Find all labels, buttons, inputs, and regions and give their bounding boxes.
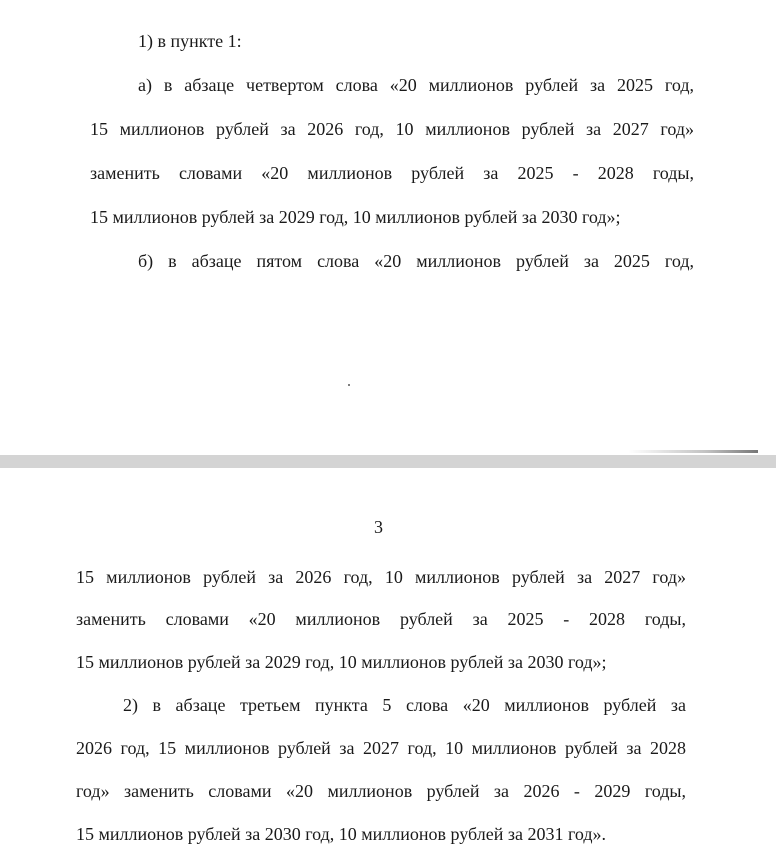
scan-speck [348, 384, 350, 386]
paragraph-subitem-a-line-3: заменить словами «20 миллионов рублей за 2025 - 2028 годы, [90, 163, 694, 183]
paragraph-item-2-line-1: 2) в абзаце третьем пункта 5 слова «20 миллионов рублей за [123, 695, 686, 715]
document-page-3 [0, 468, 776, 867]
paragraph-subitem-b-line-3: заменить словами «20 миллионов рублей за 2025 - 2028 годы, [76, 609, 686, 629]
paragraph-subitem-a-line-1: а) в абзаце четвертом слова «20 миллионов рублей за 2025 год, [138, 75, 694, 95]
paragraph-subitem-a-line-2: 15 миллионов рублей за 2026 год, 10 миллионов рублей за 2027 год» [90, 119, 694, 139]
paragraph-item-1-heading: 1) в пункте 1: [138, 31, 242, 51]
page-separator [0, 455, 776, 468]
paragraph-subitem-b-line-1: б) в абзаце пятом слова «20 миллионов рублей за 2025 год, [138, 251, 694, 271]
paragraph-item-2-line-4: 15 миллионов рублей за 2030 год, 10 миллионов рублей за 2031 год». [76, 824, 607, 844]
scan-edge-mark [628, 450, 758, 453]
paragraph-subitem-b-line-2: 15 миллионов рублей за 2026 год, 10 миллионов рублей за 2027 год» [76, 567, 686, 587]
paragraph-subitem-a-line-4: 15 миллионов рублей за 2029 год, 10 миллионов рублей за 2030 год»; [90, 207, 621, 227]
paragraph-item-2-line-2: 2026 год, 15 миллионов рублей за 2027 год, 10 миллионов рублей за 2028 [76, 738, 686, 758]
paragraph-item-2-line-3: год» заменить словами «20 миллионов рублей за 2026 - 2029 годы, [76, 781, 686, 801]
paragraph-subitem-b-line-4: 15 миллионов рублей за 2029 год, 10 миллионов рублей за 2030 год»; [76, 652, 607, 672]
page-number: 3 [374, 517, 383, 537]
